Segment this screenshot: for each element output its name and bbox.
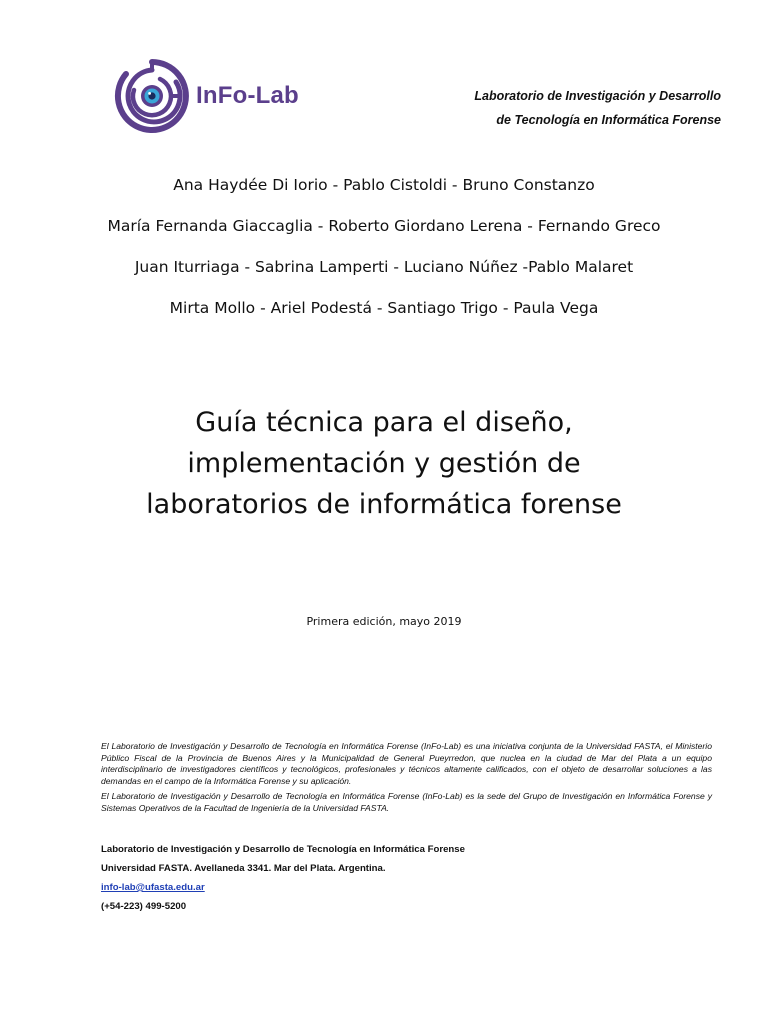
description [101,741,712,819]
description-paragraph: El Laboratorio de Investigación y Desarrollo de Tecnología en Informática Forense (InFo-Lab) es la sede del Grupo de Investigación en Informática Forense y Sistemas Operativos de la Facultad de Ingeniería de la Universidad FASTA. [101,791,712,813]
logo-text: InFo-Lab [196,82,299,109]
lab-heading-line2: de Tecnología en Informática Forense [496,113,721,127]
title-line3: laboratorios de informática forense [146,489,622,520]
contact-address: Universidad FASTA. Avellaneda 3341. Mar del Plata. Argentina. [101,863,386,874]
contact-block [101,840,661,916]
contact-lab-name: Laboratorio de Investigación y Desarrollo de Tecnología en Informática Forense [101,844,465,855]
contact-email-link[interactable]: info-lab@ufasta.edu.ar [101,882,205,893]
authors-line: Juan Iturriaga - Sabrina Lamperti - Luciano Núñez -Pablo Malaret [134,258,634,276]
edition-note: Primera edición, mayo 2019 [306,615,462,628]
authors-list [0,172,768,336]
title-line1: Guía técnica para el diseño, [195,407,573,438]
contact-phone: (+54-223) 499-5200 [101,901,187,912]
description-paragraph: El Laboratorio de Investigación y Desarrollo de Tecnología en Informática Forense (InFo-Lab) es una iniciativa conjunta de la Universidad FASTA, el Ministerio Público Fiscal de la Provincia de Buenos Aires y la Municipalidad de General Pueyrredon, que nuclea en la ciudad de Mar del Plata a un equipo interdisciplinario de investigadores científicos y tecnológicos, profesionales y técnicos altamente calificados, con el objeto de desarrollar soluciones a las demandas en el campo de la Informática Forense y su aplicación. [101,741,712,786]
lab-heading-line1: Laboratorio de Investigación y Desarrollo [474,89,721,103]
lab-heading [474,84,721,132]
authors-line: Ana Haydée Di Iorio - Pablo Cistoldi - Bruno Constanzo [173,176,595,194]
authors-line: Mirta Mollo - Ariel Podestá - Santiago Trigo - Paula Vega [169,299,599,317]
contact-email-row [101,878,661,897]
document-title [0,402,768,525]
title-line2: implementación y gestión de [187,448,581,479]
maze-eye-logo-icon [114,58,190,134]
authors-line: María Fernanda Giaccaglia - Roberto Giordano Lerena - Fernando Greco [107,217,661,235]
infolab-logo [114,58,324,134]
